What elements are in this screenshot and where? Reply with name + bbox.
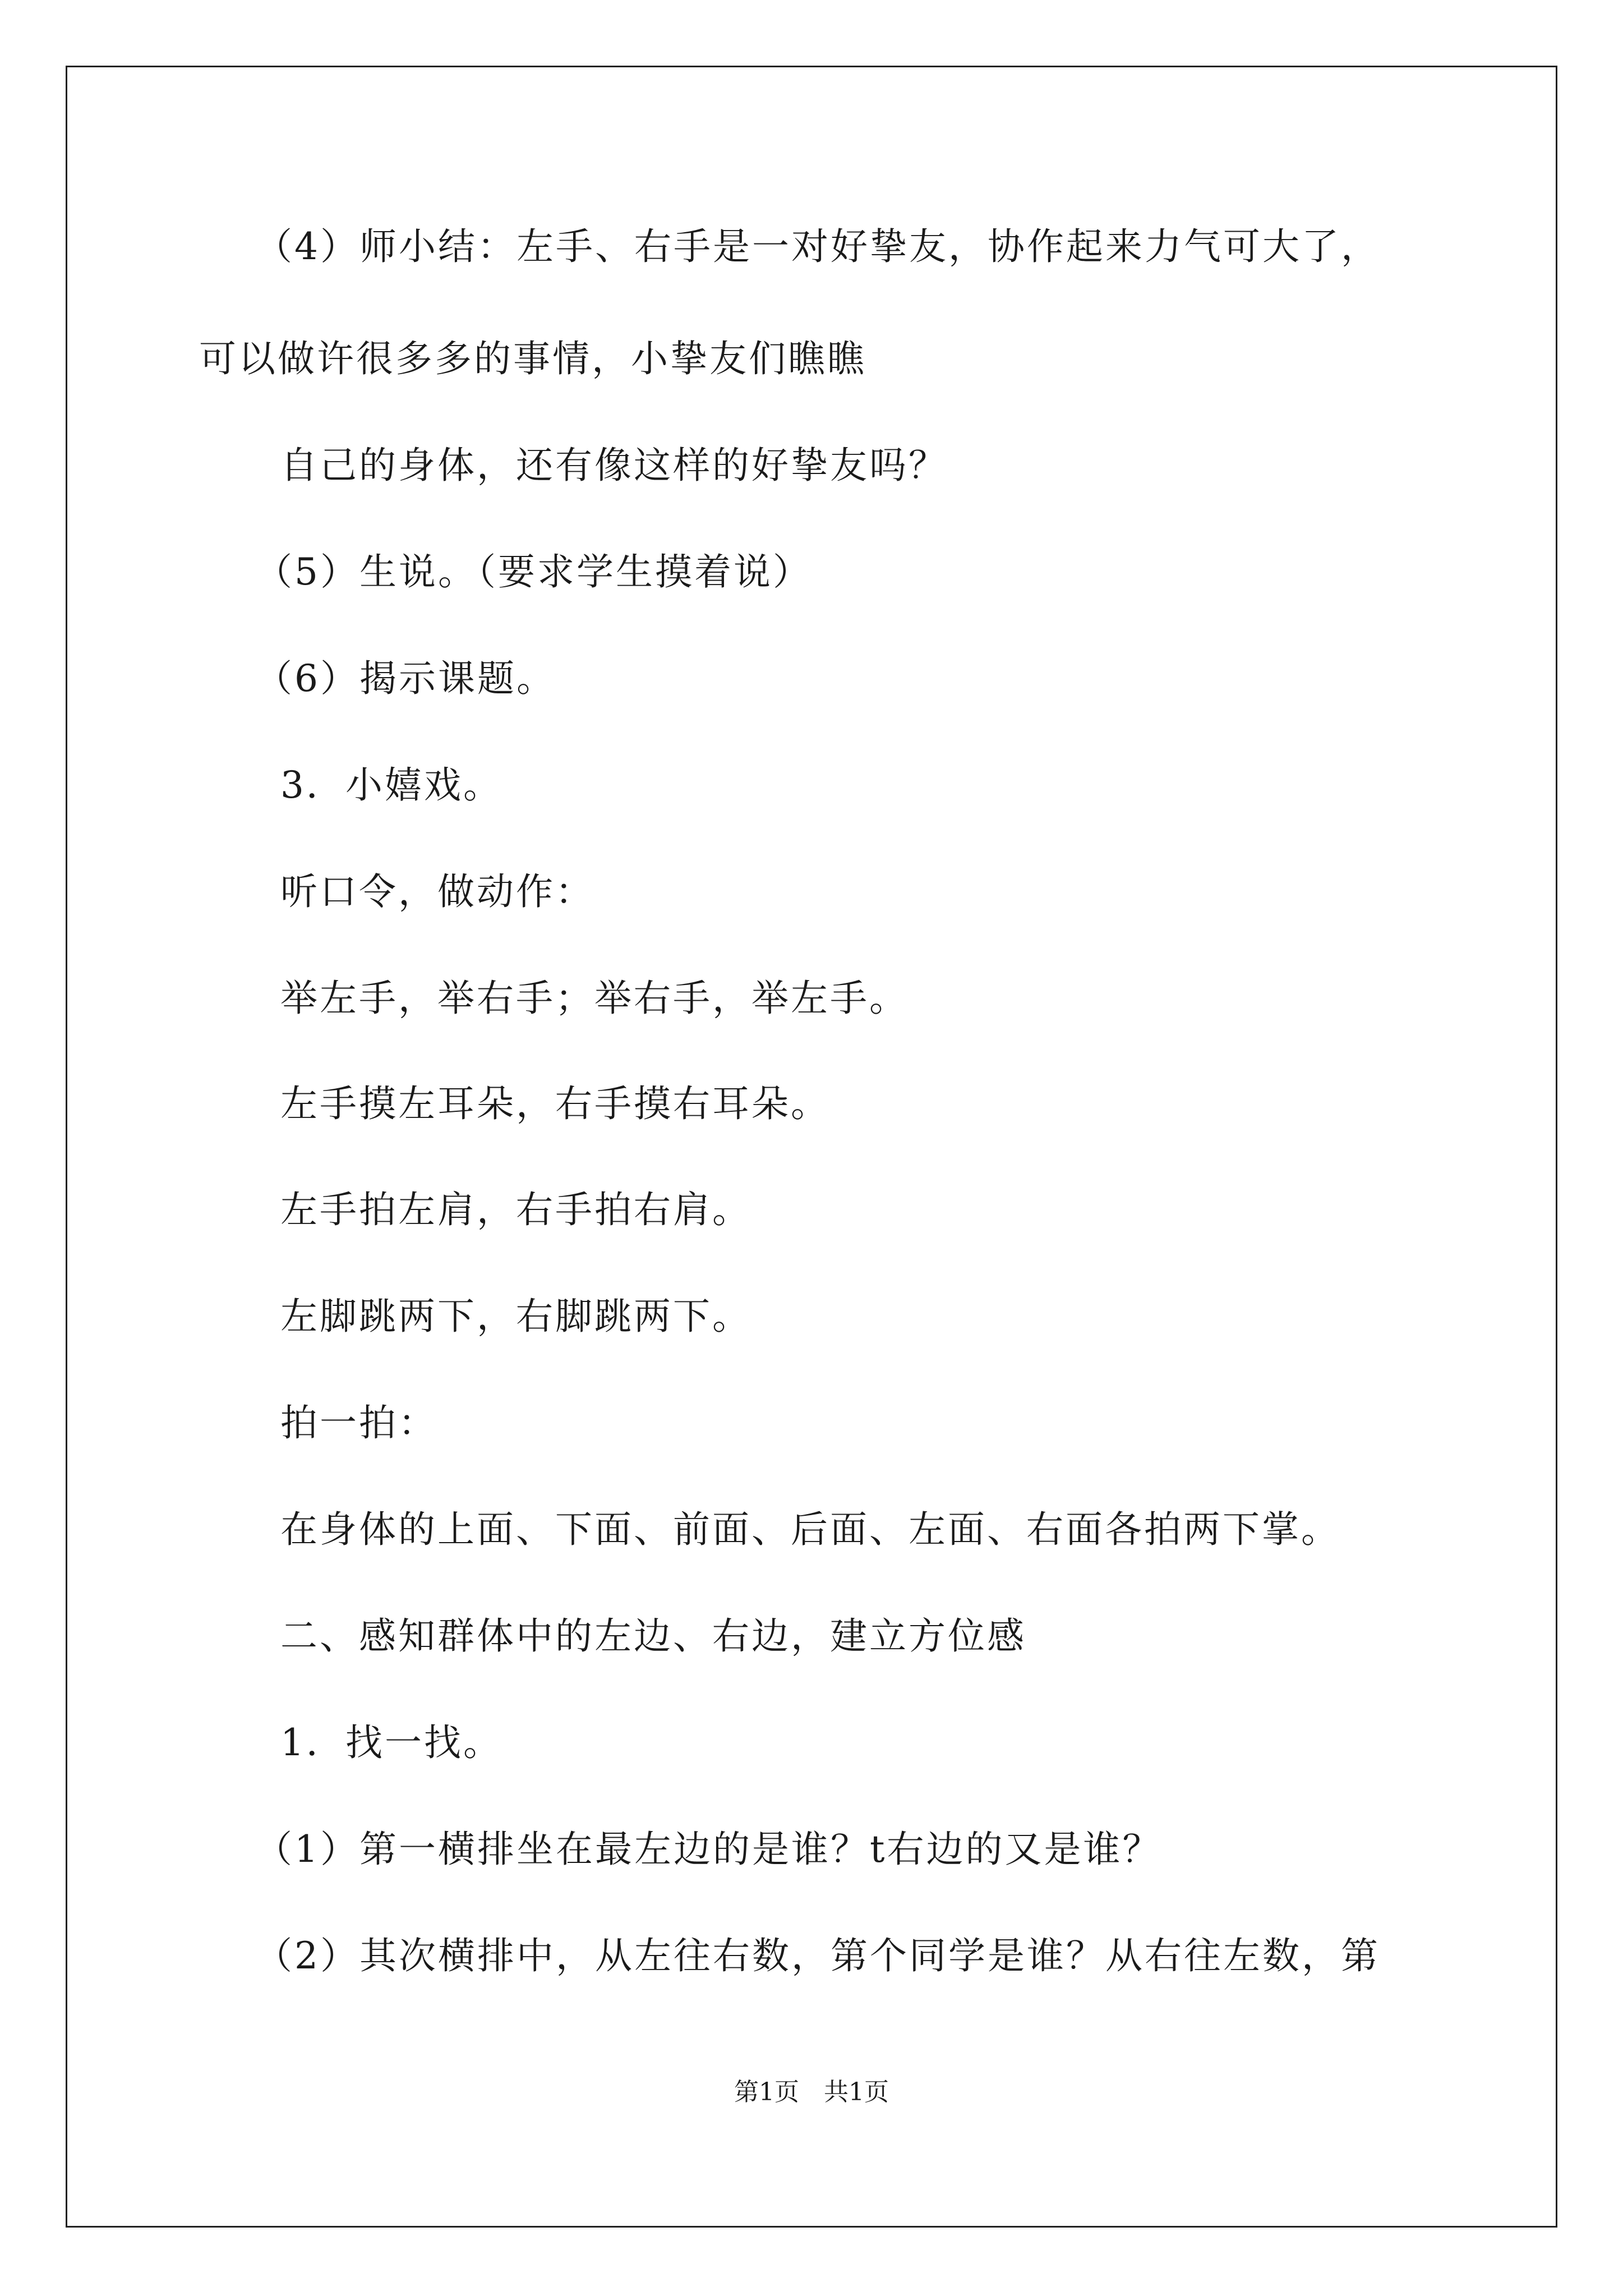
text-line: 二、感知群体中的左边、右边，建立方位感 <box>280 1614 1026 1658</box>
text-line: 左手摸左耳朵，右手摸右耳朵。 <box>280 1082 830 1125</box>
page-footer: 第1页 共1页 <box>734 2078 889 2106</box>
page-border <box>66 66 1557 2228</box>
text-line: 3．小嬉戏。 <box>280 763 502 807</box>
text-line: 可以做许很多多的事情，小挚友们瞧瞧 <box>199 337 866 380</box>
text-line: （1）第一横排坐在最左边的是谁？t右边的又是谁？ <box>255 1828 1162 1871</box>
text-line: 1．找一找。 <box>280 1721 502 1764</box>
text-line: （4）师小结：左手、右手是一对好挚友，协作起来力气可大了， <box>255 225 1380 268</box>
text-line: 在身体的上面、下面、前面、后面、左面、右面各拍两下掌。 <box>280 1508 1340 1551</box>
text-line: （2）其次横排中，从左往右数，第个同学是谁？从右往左数，第 <box>255 1934 1380 1977</box>
text-line: 左脚跳两下，右脚跳两下。 <box>280 1295 751 1338</box>
text-line: 听口令，做动作： <box>280 870 594 913</box>
text-line: （5）生说。（要求学生摸着说） <box>255 550 812 593</box>
text-line: （6）揭示课题。 <box>255 657 556 700</box>
text-line: 举左手，举右手；举右手，举左手。 <box>280 977 909 1020</box>
text-line: 左手拍左肩，右手拍右肩。 <box>280 1188 751 1231</box>
text-line: 自己的身体，还有像这样的好挚友吗？ <box>280 444 948 487</box>
text-line: 拍一拍： <box>280 1401 437 1444</box>
